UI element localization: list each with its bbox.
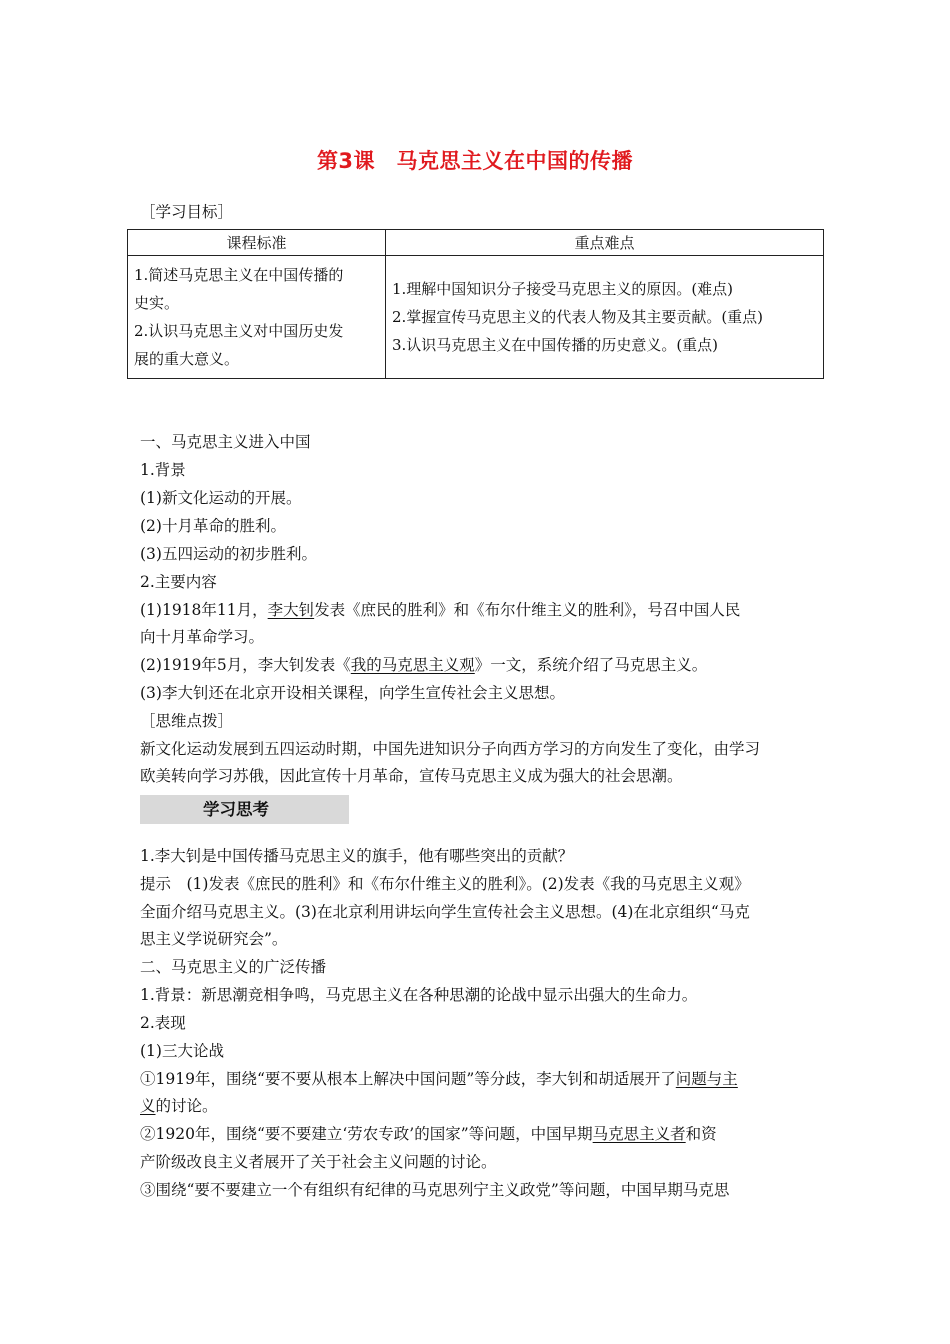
tip-text: 欧美转向学习苏俄，因此宣传十月革命，宣传马克思主义成为强大的社会思潮。	[140, 767, 683, 785]
tip-label: ［思维点拨］	[140, 712, 234, 730]
underlined-term: 马克思主义者	[592, 1125, 686, 1143]
debate-item-3: ③围绕“要不要建立一个有组织有纪律的马克思列宁主义政党”等问题，中国早期马克思	[140, 1181, 730, 1199]
underlined-term: 义	[140, 1097, 156, 1115]
background-item: (1)新文化运动的开展。	[140, 489, 302, 507]
standards-line: 展的重大意义。	[134, 350, 240, 368]
content-item-3: (3)李大钊还在北京开设相关课程，向学生宣传社会主义思想。	[140, 684, 565, 702]
underlined-term: 问题与主	[675, 1070, 738, 1088]
section1-heading: 一、马克思主义进入中国	[140, 433, 311, 451]
think-answer: 提示 (1)发表《庶民的胜利》和《布尔什维主义的胜利》。(2)发表《我的马克思主义观》	[140, 875, 750, 893]
study-think-banner: 学习思考	[140, 795, 349, 824]
goals-table	[127, 229, 824, 379]
tip-text: 新文化运动发展到五四运动时期，中国先进知识分子向西方学习的方向发生了变化，由学习	[140, 740, 761, 758]
debate-item-2-cont: 产阶级改良主义者展开了关于社会主义问题的讨论。	[140, 1153, 497, 1171]
think-answer: 全面介绍马克思主义。(3)在北京利用讲坛向学生宣传社会主义思想。(4)在北京组织“马克	[140, 903, 750, 921]
underlined-term: 我的马克思主义观	[350, 656, 475, 674]
key-point-line: 3.认识马克思主义在中国传播的历史意义。(重点)	[392, 336, 719, 354]
section2-heading: 二、马克思主义的广泛传播	[140, 958, 327, 976]
debate-item-1: ①1919年，围绕“要不要从根本上解决中国问题”等分歧，李大钊和胡适展开了问题与主	[140, 1070, 738, 1088]
goals-label: ［学习目标］	[140, 203, 234, 221]
background-item: (3)五四运动的初步胜利。	[140, 545, 317, 563]
section1-background-heading: 1.背景	[140, 461, 186, 479]
table-cell-key-points	[386, 256, 824, 379]
standards-line: 1.简述马克思主义在中国传播的	[134, 266, 344, 284]
debate-item-1-cont: 义的讨论。	[140, 1097, 218, 1115]
page-title: 第3课 马克思主义在中国的传播	[316, 149, 634, 173]
table-cell-standards	[128, 256, 386, 379]
debate-item-2: ②1920年，围绕“要不要建立‘劳农专政’的国家”等问题，中国早期马克思主义者和资	[140, 1125, 717, 1143]
debates-heading: (1)三大论战	[140, 1042, 224, 1060]
table-header-key-points: 重点难点	[386, 230, 824, 256]
background-item: (2)十月革命的胜利。	[140, 517, 286, 535]
key-point-line: 2.掌握宣传马克思主义的代表人物及其主要贡献。(重点)	[392, 308, 764, 326]
underlined-term: 李大钊	[267, 601, 315, 619]
think-answer: 思主义学说研究会”。	[140, 930, 288, 948]
content-item-1-cont: 向十月革命学习。	[140, 628, 265, 646]
standards-line: 2.认识马克思主义对中国历史发	[134, 322, 344, 340]
table-header-standards: 课程标准	[128, 230, 386, 256]
content-item-2: (2)1919年5月，李大钊发表《我的马克思主义观》一文，系统介绍了马克思主义。	[140, 656, 708, 674]
think-question: 1.李大钊是中国传播马克思主义的旗手，他有哪些突出的贡献？	[140, 847, 574, 865]
content-item-1: (1)1918年11月，李大钊发表《庶民的胜利》和《布尔什维主义的胜利》，号召中国人民	[140, 601, 741, 619]
standards-line: 史实。	[134, 294, 180, 312]
section1-content-heading: 2.主要内容	[140, 573, 217, 591]
key-point-line: 1.理解中国知识分子接受马克思主义的原因。(难点)	[392, 280, 734, 298]
section2-performance-heading: 2.表现	[140, 1014, 186, 1032]
section2-background: 1.背景：新思潮竞相争鸣，马克思主义在各种思潮的论战中显示出强大的生命力。	[140, 986, 698, 1004]
